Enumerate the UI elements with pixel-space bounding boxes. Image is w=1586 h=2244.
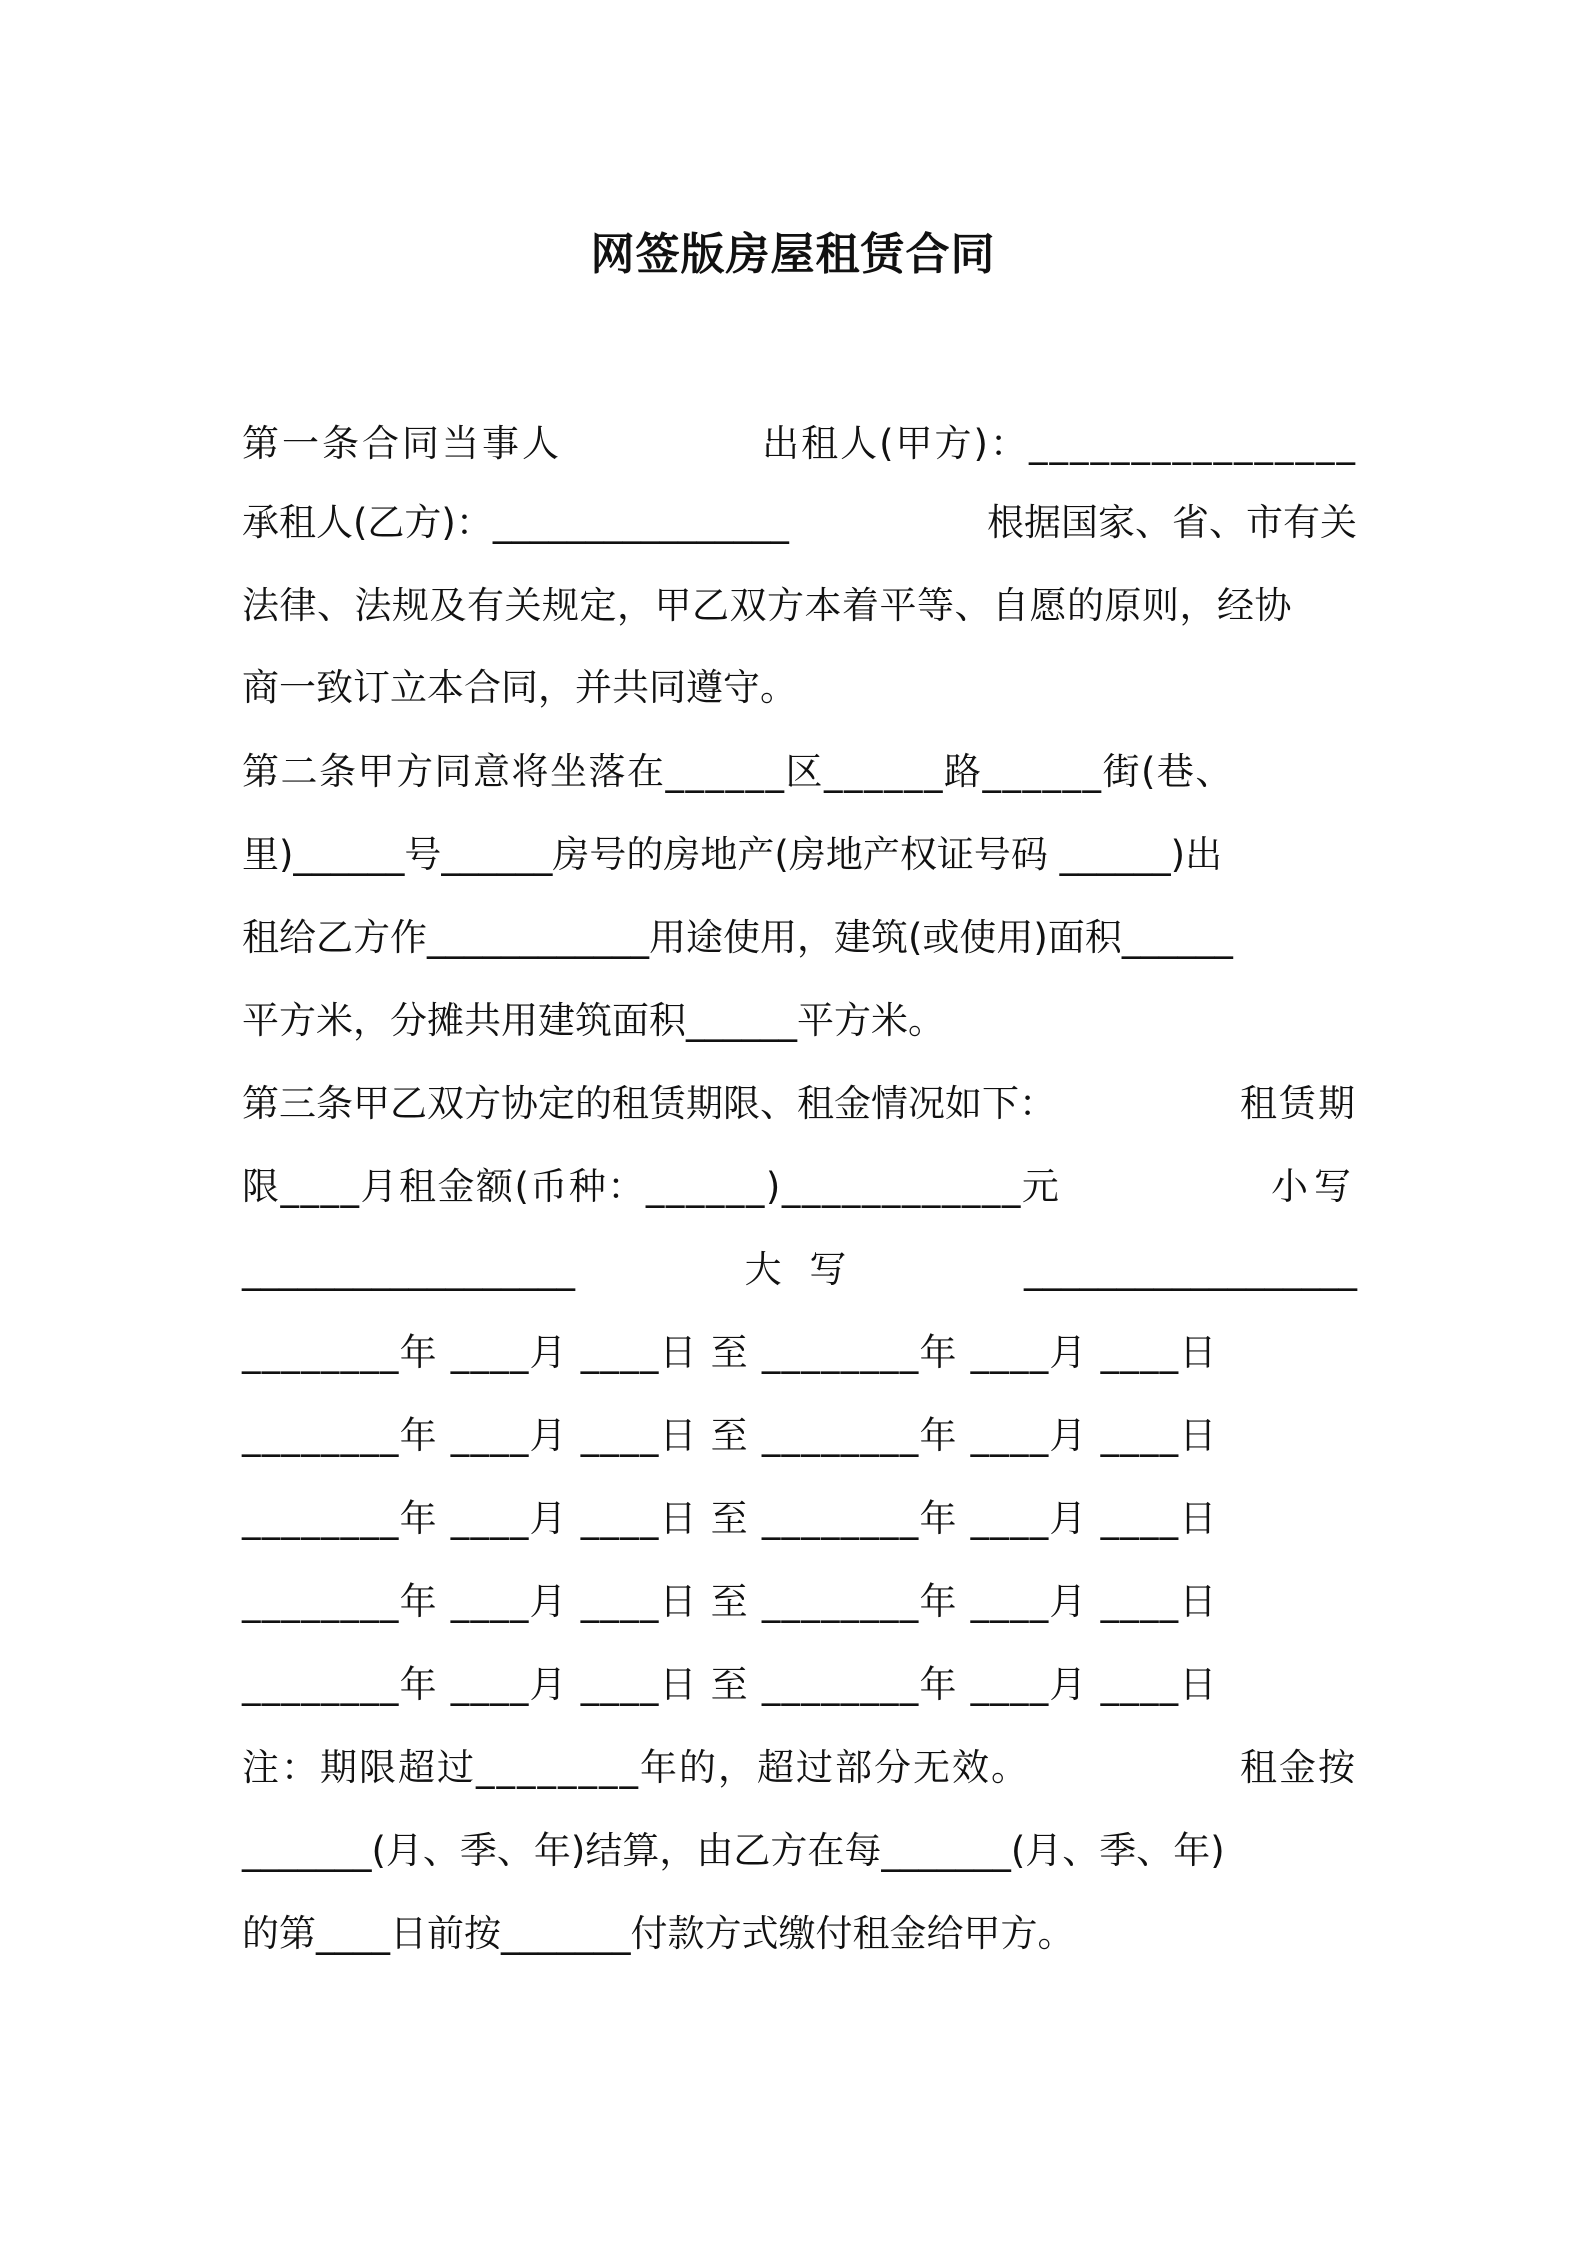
line-text: 租赁期 <box>1240 1082 1357 1125</box>
contract-line <box>242 1074 1357 1134</box>
line-text: 法律、法规及有关规定，甲乙双方本着平等、自愿的原则，经协 <box>242 584 1292 627</box>
line-text: ________年 ____月 ____日 至 ________年 ____月 ____日 <box>242 1497 1218 1540</box>
contract-line <box>242 1821 1357 1881</box>
line-text: 小写 <box>1271 1165 1357 1208</box>
line-text: 商一致订立本合同，并共同遵守。 <box>242 666 797 709</box>
line-text: 注：期限超过________年的，超过部分无效。 <box>242 1746 1030 1789</box>
line-text: 承租人(乙方)：________________ <box>242 501 789 544</box>
contract-line <box>242 576 1357 636</box>
contract-line <box>242 1323 1357 1383</box>
document-title: 网签版房屋租赁合同 <box>590 229 996 280</box>
contract-line <box>242 991 1357 1051</box>
contract-line <box>242 825 1357 885</box>
line-text: 出租人(甲方)：________________ <box>762 422 1357 465</box>
contract-line <box>242 1489 1357 1549</box>
line-text: 租金按 <box>1240 1746 1357 1789</box>
line-text: 平方米，分摊共用建筑面积______平方米。 <box>242 999 945 1042</box>
contract-line <box>242 1406 1357 1466</box>
line-text: 租给乙方作____________用途使用，建筑(或使用)面积______ <box>242 916 1233 959</box>
contract-line <box>242 1157 1357 1217</box>
contract-line <box>242 414 1357 474</box>
line-text: 限____月租金额(币种：______)____________元 <box>242 1165 1061 1208</box>
contract-line <box>242 1904 1357 1964</box>
contract-line <box>242 1655 1357 1715</box>
line-text: 第二条甲方同意将坐落在______区______路______街(巷、 <box>242 750 1234 793</box>
contract-line <box>242 1738 1357 1798</box>
line-text: 的第____日前按_______付款方式缴付租金给甲方。 <box>242 1912 1075 1955</box>
contract-line <box>242 908 1357 968</box>
line-text: __________________ <box>242 1248 575 1291</box>
line-text: 第一条合同当事人 <box>242 422 562 465</box>
line-text: __________________ <box>1023 1248 1357 1291</box>
contract-line <box>242 742 1357 802</box>
line-text: 根据国家、省、市有关 <box>987 501 1357 544</box>
line-text: 大 写 <box>744 1248 855 1291</box>
line-text: 里)______号______房号的房地产(房地产权证号码 ______)出 <box>242 833 1223 876</box>
contract-line <box>242 658 1357 718</box>
line-text: _______(月、季、年)结算，由乙方在每_______(月、季、年) <box>242 1829 1225 1872</box>
line-text: ________年 ____月 ____日 至 ________年 ____月 ____日 <box>242 1663 1218 1706</box>
line-text: ________年 ____月 ____日 至 ________年 ____月 ____日 <box>242 1580 1218 1623</box>
contract-line <box>242 1572 1357 1632</box>
line-text: ________年 ____月 ____日 至 ________年 ____月 ____日 <box>242 1414 1218 1457</box>
contract-line <box>242 493 1357 553</box>
line-text: 第三条甲乙双方协定的租赁期限、租金情况如下： <box>242 1082 1056 1125</box>
line-text: ________年 ____月 ____日 至 ________年 ____月 ____日 <box>242 1331 1218 1374</box>
contract-line <box>242 1240 1357 1300</box>
